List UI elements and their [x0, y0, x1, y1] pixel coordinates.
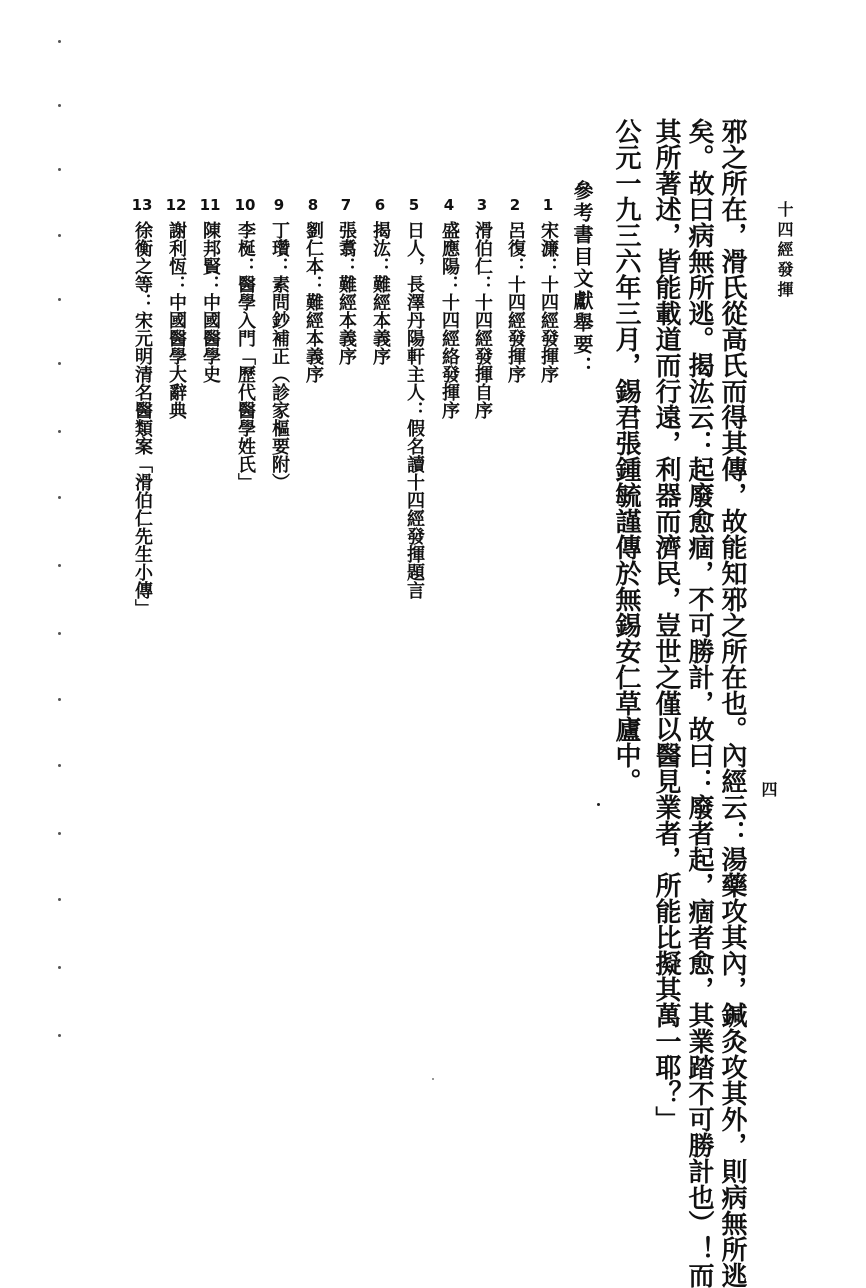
reference-entry: 謝利恆：中國醫學大辭典: [166, 221, 187, 419]
reference-number: 13: [131, 196, 153, 214]
reference-number: 7: [340, 196, 352, 214]
ink-speck: [432, 1078, 434, 1080]
scan-dot: [58, 168, 61, 171]
scan-dot: [58, 104, 61, 107]
running-header-title: 十四經發揮: [775, 201, 794, 301]
scan-dot: [58, 298, 61, 301]
body-line: 其所著述，皆能載道而行遠，利器而濟民，豈世之僅以醫見業者，所能比擬其萬一耶？」: [651, 118, 681, 1132]
scan-dot: [58, 764, 61, 767]
reference-entry: 丁瓚：素問鈔補正（診家樞要附）: [269, 221, 290, 491]
reference-number: 10: [234, 196, 256, 214]
reference-number: 9: [273, 196, 285, 214]
reference-number: 12: [165, 196, 187, 214]
scan-dot: [58, 564, 61, 567]
scan-dot: [58, 40, 61, 43]
reference-entry: 日人，長澤丹陽軒主人：假名讀十四經發揮題言: [404, 221, 425, 599]
reference-number: 8: [307, 196, 319, 214]
scan-dot: [58, 496, 61, 499]
reference-entry: 呂復：十四經發揮序: [505, 221, 526, 383]
scan-dot: [58, 234, 61, 237]
body-line: 矣。故曰病無所逃。揭汯云：起廢愈痼，不可勝計，故曰：廢者起，痼者愈，其業踏不可勝計也）！而: [684, 118, 714, 1288]
scan-dot: [58, 898, 61, 901]
scan-dot: [58, 430, 61, 433]
reference-number: 4: [443, 196, 455, 214]
ink-speck: [597, 803, 600, 806]
reference-entry: 宋濂：十四經發揮序: [538, 221, 559, 383]
reference-number: 3: [476, 196, 488, 214]
reference-entry: 揭汯：難經本義序: [370, 221, 391, 365]
reference-entry: 陳邦賢：中國醫學史: [200, 221, 221, 383]
scan-dot: [58, 1034, 61, 1037]
reference-entry: 李梴：醫學入門「歷代醫學姓氏」: [235, 221, 256, 491]
reference-number: 5: [408, 196, 420, 214]
binding-hole-marks: [58, 0, 68, 1122]
reference-entry: 徐衡之等：宋元明清名醫類案「滑伯仁先生小傳」: [132, 221, 153, 617]
scan-dot: [58, 698, 61, 701]
scan-dot: [58, 632, 61, 635]
reference-number: 11: [199, 196, 221, 214]
reference-entry: 劉仁本：難經本義序: [303, 221, 324, 383]
reference-entry: 張翥：難經本義序: [336, 221, 357, 365]
reference-entry: 滑伯仁：十四經發揮自序: [472, 221, 493, 419]
reference-number: 2: [509, 196, 521, 214]
reference-number: 1: [542, 196, 554, 214]
reference-number: 6: [374, 196, 386, 214]
references-heading: 參考書目文獻舉要：: [570, 180, 594, 378]
page-number: 四: [759, 781, 778, 797]
reference-entry: 盛應陽：十四經絡發揮序: [439, 221, 460, 419]
body-line: 邪之所在，滑氏從高氏而得其傳，故能知邪之所在也。內經云：湯藥攻其內，鍼灸攻其外，則病無所逃: [717, 118, 747, 1288]
scan-dot: [58, 362, 61, 365]
body-line: 公元一九三六年三月，錫君張鍾毓謹傳於無錫安仁草廬中。: [611, 118, 641, 794]
scan-dot: [58, 832, 61, 835]
scan-dot: [58, 966, 61, 969]
